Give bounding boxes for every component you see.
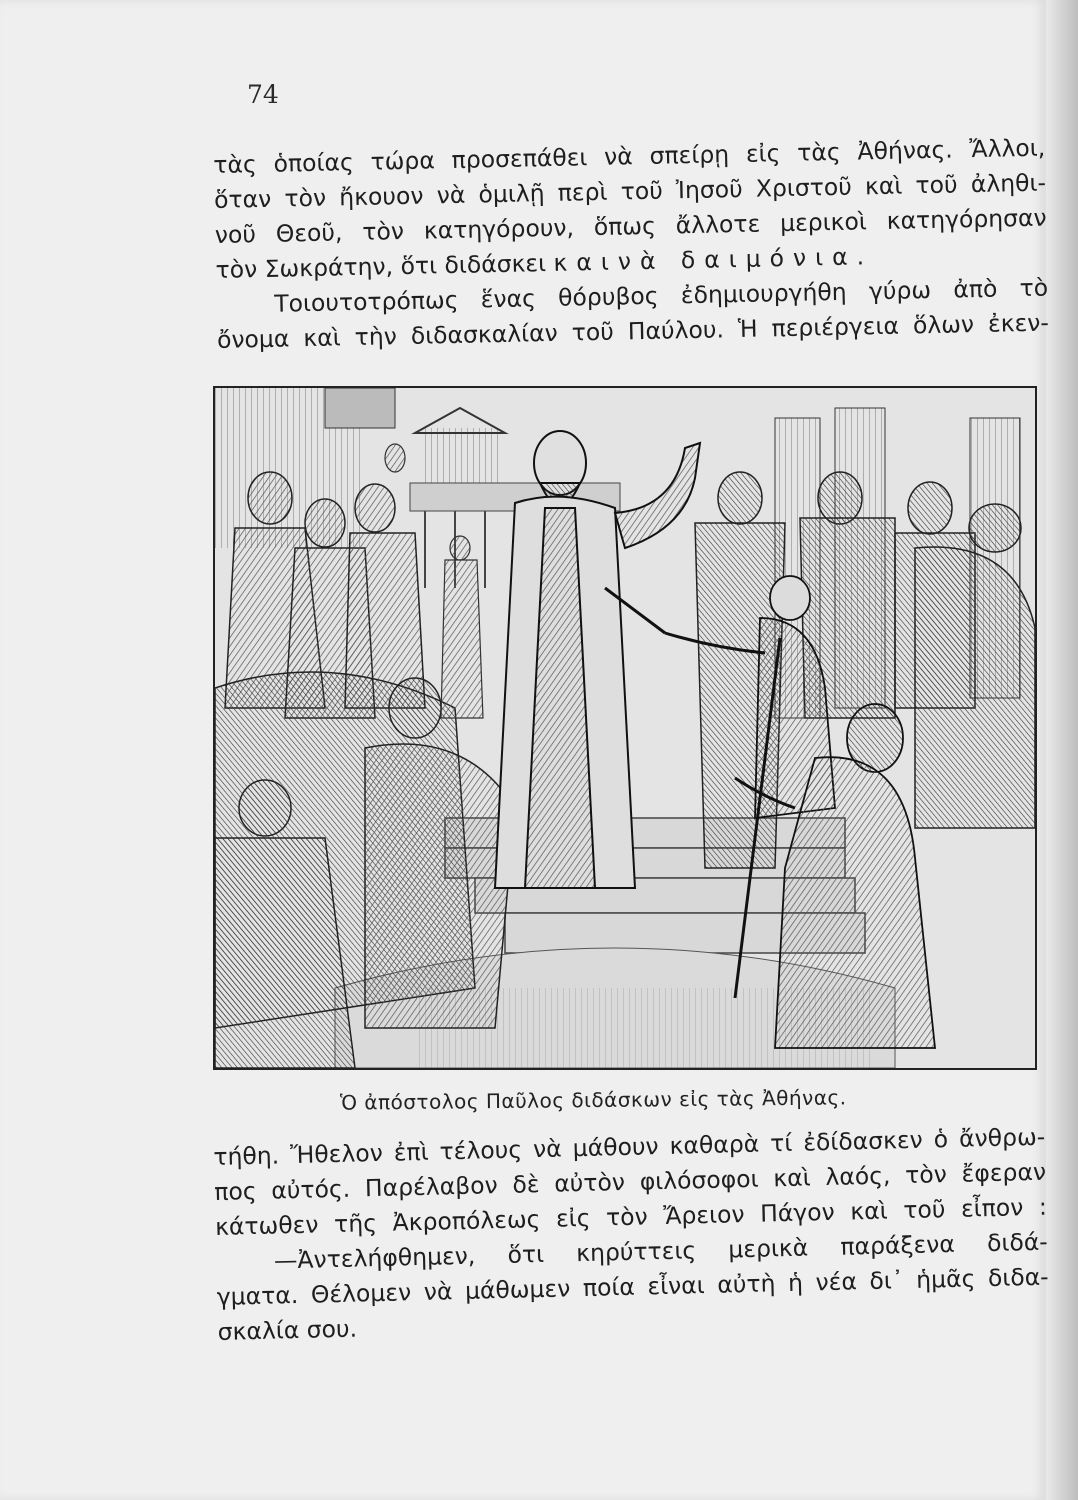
engraving-illustration [213,386,1037,1070]
page-number: 74 [247,80,279,109]
text-line: ὄνομα καὶ τὴν διδασκαλίαν τοῦ Παύλου. Ἡ περιέργεια ὅλων ἐκεν- [216,308,1050,354]
text-line: σκαλία σου. [217,1314,358,1346]
text-line: —Ἀντελήφθημεν, ὅτι κηρύττεις μερικὰ παράξενα διδά- [273,1227,1049,1275]
text-line: ὅταν τὸν ἤκουον νὰ ὁμιλῇ περὶ τοῦ Ἰησοῦ Χριστοῦ καὶ τοῦ ἀληθι- [213,168,1047,214]
text-line-prefix: τὸν Σωκράτην, ὅτι διδάσκει [215,248,554,284]
spaced-emphasis: καινὰ δαιμόνια. [553,242,874,277]
text-line: γματα. Θέλομεν νὰ μάθωμεν ποία εἶναι αὐτὴ ἡ νέα δι᾽ ἡμᾶς διδα- [216,1262,1049,1311]
text-line: κάτωθεν τῆς Ἀκροπόλεως εἰς τὸν Ἄρειον Πάγον καὶ τοῦ εἶπον : [214,1192,1048,1241]
text-block-top [213,131,1049,358]
text-block-bottom [213,1120,1050,1350]
text-line: νοῦ Θεοῦ, τὸν κατηγόρουν, ὅπως ἄλλοτε μερικοὶ κατηγόρησαν [214,203,1047,249]
text-line: Τοιουτοτρόπως ἕνας θόρυβος ἐδημιουργήθη γύρω ἀπὸ τὸ [273,273,1049,318]
text-line: τὰς ὁποίας τώρα προσεπάθει νὰ σπείρῃ εἰς τὰς Ἀθήνας. Ἄλλοι, [213,133,1046,179]
text-line: πος αὐτός. Παρέλαβον δὲ αὐτὸν φιλόσοφοι καὶ λαός, τὸν ἔφεραν [213,1157,1047,1206]
page-edge-shadow [1046,0,1078,1500]
engraving-drawing [215,388,1035,1068]
text-line: τήθη. Ἤθελον ἐπὶ τέλους νὰ μάθουν καθαρὰ τί ἐδίδασκεν ὁ ἄνθρω- [213,1122,1046,1171]
illustration-caption: Ὁ ἀπόστολος Παῦλος διδάσκων εἰς τὰς Ἀθήνας. [339,1085,847,1115]
